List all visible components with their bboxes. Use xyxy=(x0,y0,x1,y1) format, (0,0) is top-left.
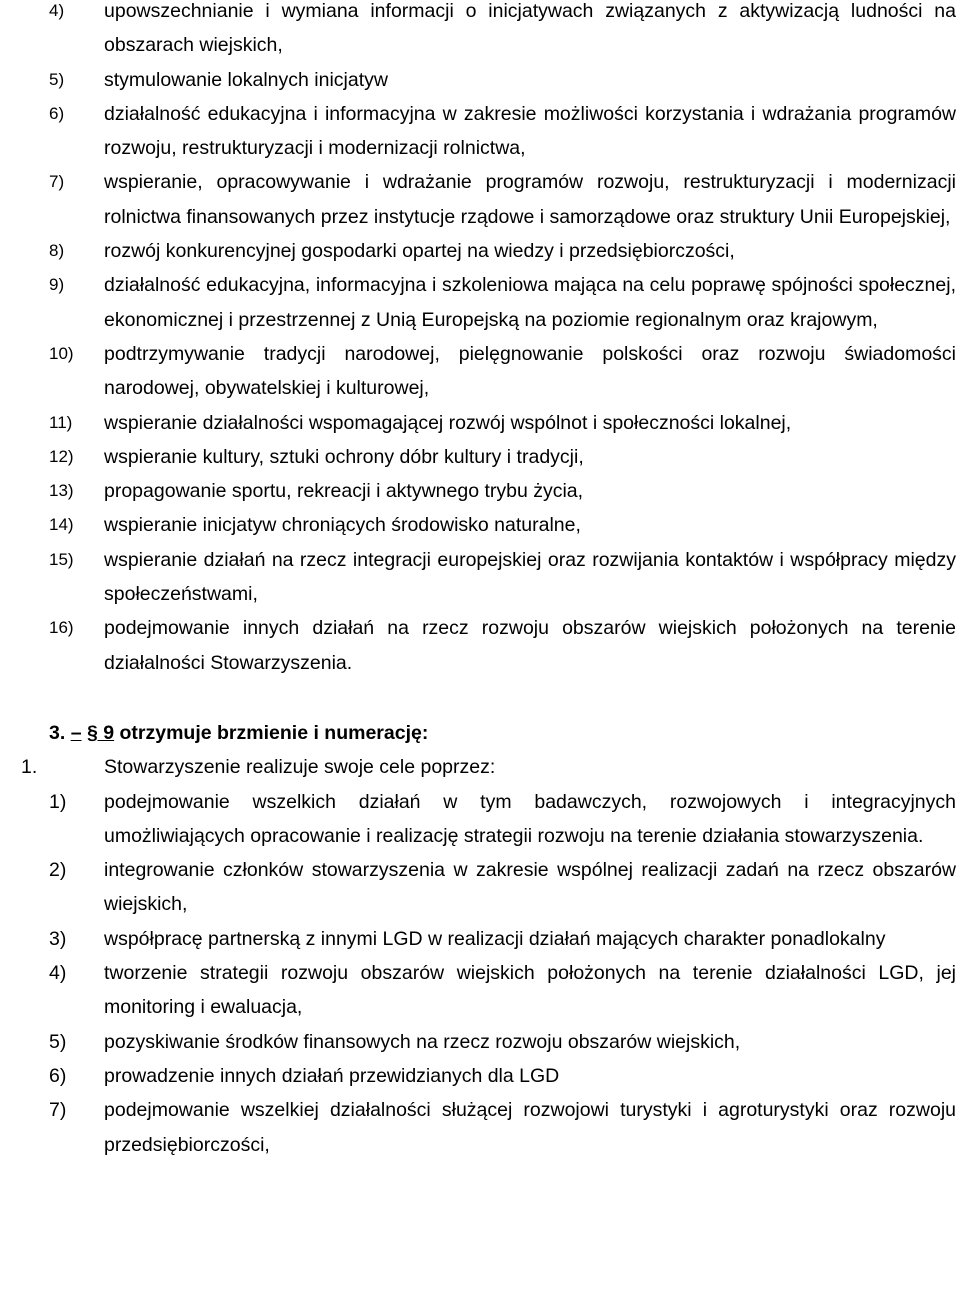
list-item-number: 11) xyxy=(49,412,73,432)
list-item-number: 7) xyxy=(49,172,65,192)
list-item-number: 10) xyxy=(49,343,74,363)
list-item-number: 15) xyxy=(49,549,74,569)
list-item-number: 7) xyxy=(49,1099,67,1122)
list-item-text: wspieranie działalności wspomagającej rozwój wspólnot i społeczności lokalnej, xyxy=(104,411,792,434)
list-item xyxy=(0,543,960,612)
list-item-text: działalność edukacyjna i informacyjna w zakresie możliwości korzystania i wdrażania programów rozwoju, restrukturyzacji i modernizacji rolnictwa, xyxy=(104,102,956,160)
list-item xyxy=(0,165,960,234)
list-item-number: 16) xyxy=(49,618,74,638)
subsection-intro-text: Stowarzyszenie realizuje swoje cele poprzez: xyxy=(104,756,496,779)
list-item-text: pozyskiwanie środków finansowych na rzecz rozwoju obszarów wiejskich, xyxy=(104,1030,741,1053)
list-item-text: podejmowanie wszelkiej działalności służącej rozwojowi turystyki i agroturystyki oraz rozwoju przedsiębiorczości, xyxy=(104,1099,956,1156)
section-number: 3. xyxy=(49,721,66,744)
list-item xyxy=(0,97,960,166)
list-item-number: 6) xyxy=(49,103,65,123)
list-item-number: 6) xyxy=(49,1064,67,1087)
section-heading xyxy=(0,716,960,750)
list-item-text: stymulowanie lokalnych inicjatyw xyxy=(104,68,388,91)
list-item-number: 2) xyxy=(49,859,67,882)
list-item-number: 8) xyxy=(49,241,65,261)
list-item xyxy=(0,406,960,440)
list-item-text: działalność edukacyjna, informacyjna i szkoleniowa mająca na celu poprawę spójności społecznej, ekonomicznej i przestrzennej z Unią Europejską na poziomie regionalnym oraz krajowym, xyxy=(104,274,956,331)
list-item xyxy=(0,508,960,542)
subsection-intro xyxy=(12,750,960,784)
list-item xyxy=(0,440,960,474)
list-item-number: 4) xyxy=(49,1,65,20)
list-item-text: podtrzymywanie tradycji narodowej, pielęgnowanie polskości oraz rozwoju świadomości narodowej, obywatelskiej i kulturowej, xyxy=(104,342,956,400)
subsection xyxy=(0,750,960,784)
list-item xyxy=(0,337,960,406)
list-item xyxy=(0,956,960,1025)
list-item xyxy=(0,922,960,956)
list-item xyxy=(0,63,960,97)
association-methods-list xyxy=(0,785,960,1162)
list-item xyxy=(0,611,960,680)
list-item-text: upowszechnianie i wymiana informacji o inicjatywach związanych z aktywizacją ludności na obszarach wiejskich, xyxy=(104,0,956,57)
list-item xyxy=(0,0,960,63)
list-item xyxy=(0,474,960,508)
list-item-text: wspieranie, opracowywanie i wdrażanie programów rozwoju, restrukturyzacji i modernizacji rolnictwa finansowanych przez instytucje rządowe i samorządowe oraz struktury Unii Europejskiej, xyxy=(104,171,956,228)
list-item-number: 14) xyxy=(49,515,74,535)
list-item-text: integrowanie członków stowarzyszenia w zakresie wspólnej realizacji zadań na rzecz obszarów wiejskich, xyxy=(104,859,956,916)
section-heading-text: otrzymuje brzmienie i numerację: xyxy=(119,721,429,744)
list-item-text: tworzenie strategii rozwoju obszarów wiejskich położonych na terenie działalności LGD, jej monitoring i ewaluacja, xyxy=(104,962,956,1019)
list-item-number: 5) xyxy=(49,1030,67,1053)
list-item-text: prowadzenie innych działań przewidzianych dla LGD xyxy=(104,1064,560,1087)
list-item-text: wspieranie inicjatyw chroniących środowisko naturalne, xyxy=(104,514,581,537)
list-item-text: współpracę partnerską z innymi LGD w realizacji działań mających charakter ponadlokalny xyxy=(104,927,886,950)
list-item xyxy=(0,1059,960,1093)
list-item-number: 12) xyxy=(49,446,74,466)
list-item-number: 9) xyxy=(49,275,65,295)
list-item-number: 5) xyxy=(49,69,65,89)
spacer xyxy=(0,680,960,716)
list-item xyxy=(0,234,960,268)
list-item-number: 3) xyxy=(49,927,67,950)
list-item xyxy=(0,785,960,854)
list-item xyxy=(0,1025,960,1059)
subsection-number: 1. xyxy=(21,756,38,779)
list-item xyxy=(0,853,960,922)
list-item-text: rozwój konkurencyjnej gospodarki opartej na wiedzy i przedsiębiorczości, xyxy=(104,240,735,263)
list-item-text: propagowanie sportu, rekreacji i aktywnego trybu życia, xyxy=(104,480,584,503)
list-item-text: podejmowanie wszelkich działań w tym badawczych, rozwojowych i integracyjnych umożliwiających opracowanie i realizację strategii rozwoju na terenie działania stowarzyszenia. xyxy=(104,790,956,847)
list-item-text: wspieranie działań na rzecz integracji europejskiej oraz rozwijania kontaktów i współpracy między społeczeństwami, xyxy=(104,548,956,606)
list-item-text: wspieranie kultury, sztuki ochrony dóbr kultury i tradycji, xyxy=(104,445,584,468)
list-item xyxy=(0,268,960,337)
section-dash: – xyxy=(70,721,82,744)
section-paragraph-ref: § 9 xyxy=(86,721,115,744)
list-item-number: 4) xyxy=(49,962,67,985)
list-item-number: 13) xyxy=(49,481,74,501)
list-item-text: podejmowanie innych działań na rzecz rozwoju obszarów wiejskich położonych na terenie działalności Stowarzyszenia. xyxy=(104,617,956,674)
list-item xyxy=(0,1093,960,1162)
list-item-number: 1) xyxy=(49,790,67,813)
